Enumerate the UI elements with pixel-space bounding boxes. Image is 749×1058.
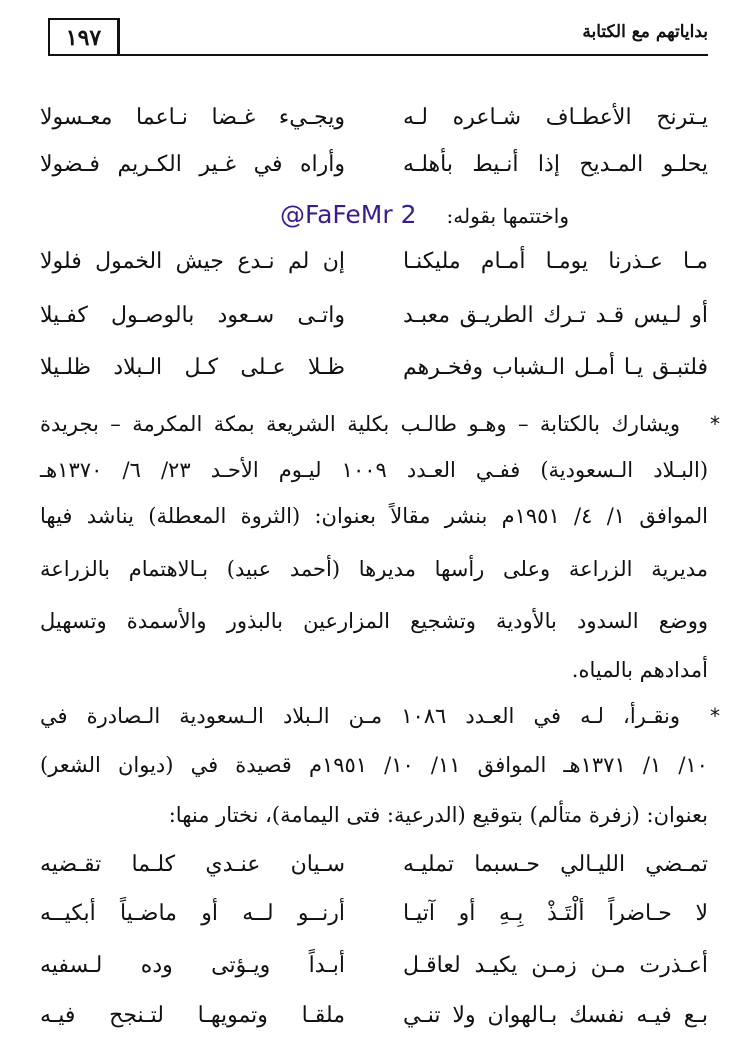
verse-second-hemistich: ظـلا عـلى كـل الـبلاد ظلـيلا (40, 355, 345, 380)
para1-line: ويشارك بالكتابة – وهـو طالـب بكلية الشريعة بمكة المكرمة – بجريدة (40, 412, 680, 436)
verse-first-hemistich: فلتبـق يـا أمـل الـشباب وفخـرهم (403, 355, 708, 380)
poem3-verse-4 (40, 996, 708, 1036)
page-number: ١٩٧ (48, 18, 120, 54)
verse-second-hemistich: أبـداً ويـؤتى وده لـسفيه (40, 953, 345, 978)
verse-second-hemistich: سـيان عنـدي كلـما تقـضيه (40, 852, 345, 877)
poem2-verse-1 (40, 242, 708, 282)
para2-line: ١٠/ ١/ ١٣٧١هـ الموافق ١١/ ١٠/ ١٩٥١م قصيدة في (ديوان الشعر) (40, 753, 708, 777)
poem3-verse-2 (40, 894, 708, 934)
paragraph-bullet-star: * (710, 412, 720, 436)
verse-first-hemistich: لا حـاضراً ألْتَـذْ بِـهِ أو آتيـا (403, 901, 708, 926)
verse-first-hemistich: يـترنح الأعطـاف شـاعره لـه (403, 105, 708, 130)
verse-first-hemistich: تمـضي الليـالي حـسبما تمليـه (403, 852, 708, 877)
verse-first-hemistich: أعـذرت مـن زمـن يكيـد لعاقـل (403, 953, 708, 978)
poem1-verse-1 (40, 98, 708, 138)
verse-second-hemistich: أرنــو لــه أو ماضـياً أبكيــه (40, 901, 345, 926)
header-rule (48, 54, 708, 56)
verse-second-hemistich: واتـى سـعود بالوصـول كفـيلا (40, 303, 345, 328)
verse-second-hemistich: إن لم نـدع جيش الخمول فلولا (40, 249, 345, 274)
para1-line: أمدادهم بالمياه. (571, 658, 708, 682)
verse-first-hemistich: أو لـيس قـد تـرك الطريـق معبـد (403, 303, 708, 328)
page-header (48, 14, 708, 60)
poem3-verse-3 (40, 946, 708, 986)
watermark-handle: @FaFeMr 2 (280, 200, 417, 229)
para2-line: بعنوان: (زفرة متألم) بتوقيع (الدرعية: فتى اليمامة)، نختار منها: (168, 803, 708, 827)
verse-second-hemistich: ويجـيء غـضا نـاعما معـسولا (40, 105, 345, 130)
verse-second-hemistich: وأراه في غـير الكـريم فـضولا (40, 152, 345, 177)
verse-first-hemistich: مـا عـذرنا يومـا أمـام مليكنـا (403, 249, 708, 274)
verse-first-hemistich: بـع فيـه نفسك بـالهوان ولا تنـي (403, 1003, 708, 1028)
para1-line: مديرية الزراعة وعلى رأسها مديرها (أحمد عبيد) بـالاهتمام بالزراعة (40, 557, 708, 581)
para1-line: الموافق ١/ ٤/ ١٩٥١م بنشر مقالاً بعنوان: (الثروة المعطلة) يناشد فيها (40, 504, 708, 528)
para2-line: ونقـرأ، لـه في العـدد ١٠٨٦ مـن الـبلاد الـسعودية الـصادرة في (40, 704, 681, 728)
verse-first-hemistich: يحلـو المـديح إذا أنـيط بأهلـه (403, 152, 708, 177)
para1-line: ووضع السدود بالأودية وتشجيع المزارعين بالبذور والأسمدة وتسهيل (40, 609, 708, 633)
poem3-verse-1 (40, 845, 708, 885)
poem2-intro: واختتمها بقوله: (446, 204, 569, 228)
poem1-verse-2 (40, 145, 708, 185)
poem2-verse-3 (40, 348, 708, 388)
verse-second-hemistich: ملقـا وتمويهـا لتـنجح فيـه (40, 1003, 345, 1028)
running-title: بداياتهم مع الكتابة (582, 22, 708, 42)
para1-line: (البـلاد الـسعودية) ففـي العـدد ١٠٠٩ ليـوم الأحـد ٢٣/ ٦/ ١٣٧٠هـ (40, 458, 709, 482)
poem2-verse-2 (40, 296, 708, 336)
paragraph-bullet-star: * (710, 704, 720, 728)
